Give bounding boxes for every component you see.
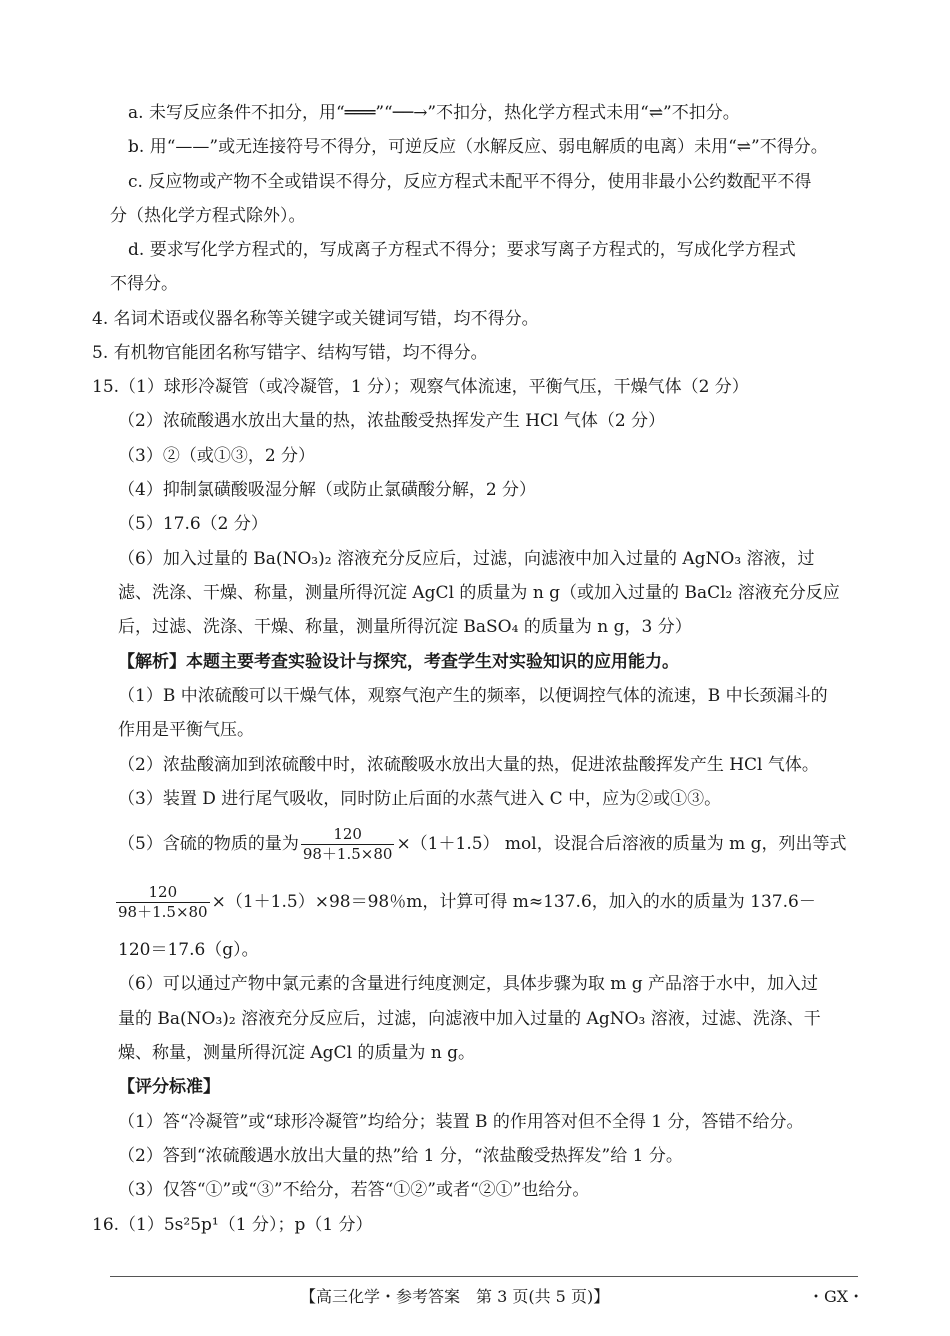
rule-c-cont: 分（热化学方程式除外）。 [110,206,306,226]
eq2-fraction [116,883,210,922]
analysis-1: （1）B 中浓硫酸可以干燥气体，观察气泡产生的频率，以便调控气体的流速，B 中长颈漏斗的 [118,686,828,706]
q15-answer-6-cont1: 滤、洗涤、干燥、称量，测量所得沉淀 AgCl 的质量为 n g（或加入过量的 BaCl₂ 溶液充分反应 [118,583,840,603]
analysis-5-result: 120＝17.6（g）。 [118,940,259,960]
grading-2: （2）答到“浓硫酸遇水放出大量的热”给 1 分，“浓盐酸受热挥发”给 1 分。 [118,1146,683,1166]
rule-d: d. 要求写化学方程式的，写成离子方程式不得分；要求写离子方程式的，写成化学方程式 [128,240,796,260]
analysis-6-cont1: 量的 Ba(NO₃)₂ 溶液充分反应后，过滤，向滤液中加入过量的 AgNO₃ 溶液，过滤、洗涤、干 [118,1009,821,1029]
eq1-numerator: 120 [333,825,362,843]
analysis-5-equation [118,822,847,866]
rule-4: 4. 名词术语或仪器名称等关键字或关键词写错，均不得分。 [92,309,539,329]
analysis-3: （3）装置 D 进行尾气吸收，同时防止后面的水蒸气进入 C 中，应为②或①③。 [118,789,722,809]
q15-answer-4: （4）抑制氯磺酸吸湿分解（或防止氯磺酸分解，2 分） [118,480,537,500]
eq2-denominator: 98＋1.5×80 [118,903,208,921]
analysis-6-cont2: 燥、称量，测量所得沉淀 AgCl 的质量为 n g。 [118,1043,476,1063]
q15-answer-1: 15.（1）球形冷凝管（或冷凝管，1 分）；观察气体流速，平衡气压，干燥气体（2 分） [92,377,749,397]
q15-answer-6-cont2: 后，过滤、洗涤、干燥、称量，测量所得沉淀 BaSO₄ 的质量为 n g，3 分） [118,617,692,637]
analysis-2: （2）浓盐酸滴加到浓硫酸中时，浓硫酸吸水放出大量的热，促进浓盐酸挥发产生 HCl 气体。 [118,755,819,775]
analysis-1-cont: 作用是平衡气压。 [118,720,254,740]
footer-divider [110,1276,858,1277]
grading-3: （3）仅答“①”或“③”不给分，若答“①②”或者“②①”也给分。 [118,1180,590,1200]
eq1-fraction [301,825,395,864]
eq2-numerator: 120 [148,883,178,901]
eq1-post: ×（1＋1.5） mol，设混合后溶液的质量为 m g，列出等式 [396,834,847,854]
eq2-post: ×（1＋1.5）×98＝98％m，计算可得 m≈137.6，加入的水的质量为 137.6－ [211,892,816,912]
eq1-pre: （5）含硫的物质的量为 [118,834,299,854]
grading-1: （1）答“冷凝管”或“球形冷凝管”均给分；装置 B 的作用答对但不全得 1 分，答错不给分。 [118,1112,804,1132]
rule-d-cont: 不得分。 [110,274,178,294]
q16-answer-1: 16.（1）5s²5p¹（1 分）；p（1 分） [92,1215,373,1235]
rule-a: a. 未写反应条件不扣分，用“═══”“──→”不扣分，热化学方程式未用“⇌”不扣分。 [128,103,740,123]
rule-c: c. 反应物或产物不全或错误不得分，反应方程式未配平不得分，使用非最小公约数配平不得 [128,172,812,192]
analysis-heading: 【解析】本题主要考查实验设计与探究，考查学生对实验知识的应用能力。 [118,652,679,672]
analysis-6: （6）可以通过产物中氯元素的含量进行纯度测定，具体步骤为取 m g 产品溶于水中，加入过 [118,974,819,994]
q15-answer-2: （2）浓硫酸遇水放出大量的热，浓盐酸受热挥发产生 HCl 气体（2 分） [118,411,666,431]
rule-5: 5. 有机物官能团名称写错字、结构写错，均不得分。 [92,343,488,363]
rule-b: b. 用“——”或无连接符号不得分，可逆反应（水解反应、弱电解质的电离）未用“⇌”不得分。 [128,137,828,157]
footer-page-info: 【高三化学・参考答案 第 3 页(共 5 页)】 [300,1287,610,1306]
q15-answer-5: （5）17.6（2 分） [118,514,268,534]
grading-heading: 【评分标准】 [118,1077,220,1097]
q15-answer-3: （3）②（或①③，2 分） [118,446,316,466]
eq1-denominator: 98＋1.5×80 [302,845,393,863]
q15-answer-6: （6）加入过量的 Ba(NO₃)₂ 溶液充分反应后，过滤，向滤液中加入过量的 AgNO₃ 溶液，过 [118,549,815,569]
footer-region-code: ・GX・ [808,1287,865,1306]
analysis-5-equation-2 [114,880,816,924]
